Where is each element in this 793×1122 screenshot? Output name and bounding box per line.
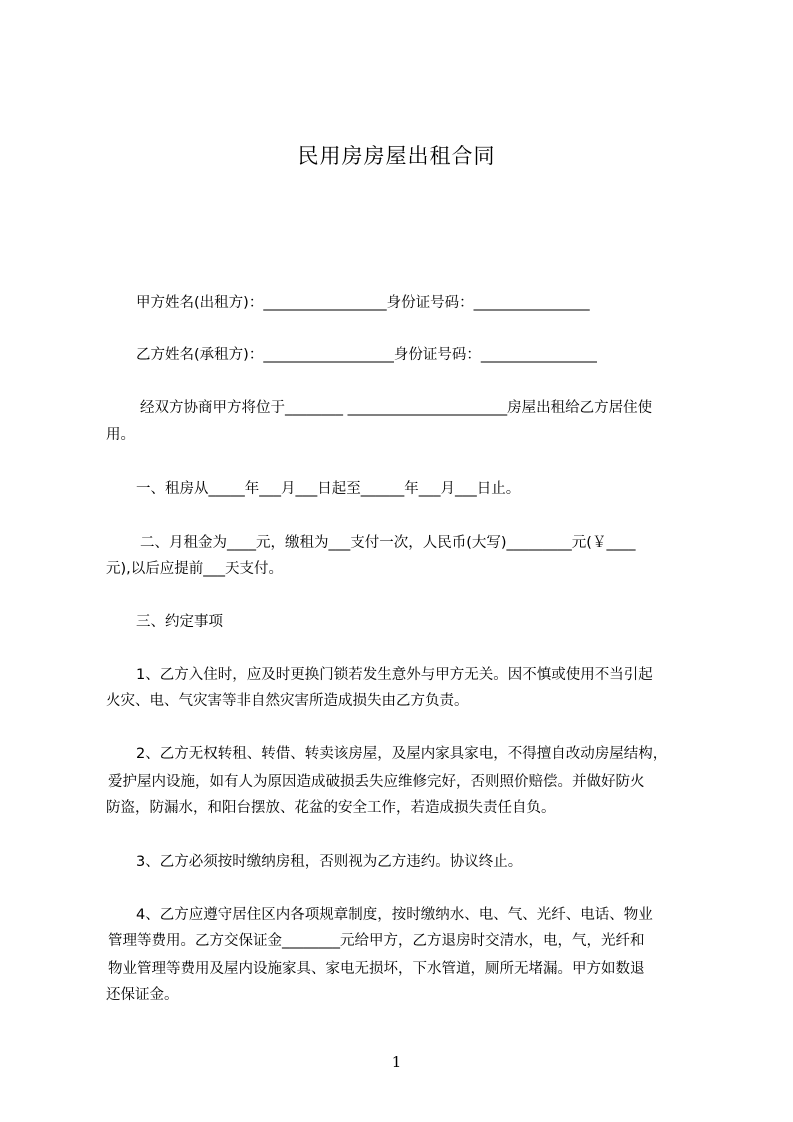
section-2-line-2: 元),以后应提前___天支付。 — [106, 561, 284, 577]
item-4-line-4: 还保证金。 — [106, 987, 179, 1003]
item-4-line-2: 管理等费用。乙方交保证金________元给甲方，乙方退房时交清水，电，气，光纤和 — [108, 933, 645, 949]
item-3-line: 3、乙方必须按时缴纳房租，否则视为乙方违约。协议终止。 — [136, 854, 523, 870]
intro-line-1: 经双方协商甲方将位于________ ______________________房屋出租给乙方居住使 — [140, 400, 653, 416]
item-1-line-2: 火灾、电、气灾害等非自然灾害所造成损失由乙方负责。 — [106, 693, 469, 709]
section-1-lease-period: 一、租房从_____年___月___日起至______年___月___日止。 — [136, 481, 521, 497]
page-number: 1 — [391, 1053, 402, 1071]
party-b-line: 乙方姓名(承租方)：__________________身份证号码：________________ — [136, 347, 597, 363]
item-2-line-3: 防盗，防漏水，和阳台摆放、花盆的安全工作，若造成损失责任自负。 — [106, 800, 556, 816]
item-2-line-2: 爱护屋内设施，如有人为原因造成破损丢失应维修完好，否则照价赔偿。并做好防火 — [108, 774, 645, 790]
section-2-line-1: 二、月租金为____元，缴租为___支付一次，人民币(大写)_________元(￥____ — [140, 535, 636, 551]
intro-line-2: 用。 — [106, 427, 135, 443]
item-4-line-3: 物业管理等费用及屋内设施家具、家电无损坏，下水管道，厕所无堵漏。甲方如数退 — [108, 961, 645, 977]
item-1-line-1: 1、乙方入住时，应及时更换门锁若发生意外与甲方无关。因不慎或使用不当引起 — [136, 667, 653, 683]
party-a-line: 甲方姓名(出租方)：_________________身份证号码：________________ — [136, 295, 590, 311]
document-title: 民用房房屋出租合同 — [297, 144, 496, 168]
item-2-line-1: 2、乙方无权转租、转借、转卖该房屋，及屋内家具家电，不得擅自改动房屋结构， — [136, 746, 668, 762]
item-4-line-1: 4、乙方应遵守居住区内各项规章制度，按时缴纳水、电、气、光纤、电话、物业 — [136, 907, 653, 923]
section-3-heading: 三、约定事项 — [136, 614, 223, 630]
